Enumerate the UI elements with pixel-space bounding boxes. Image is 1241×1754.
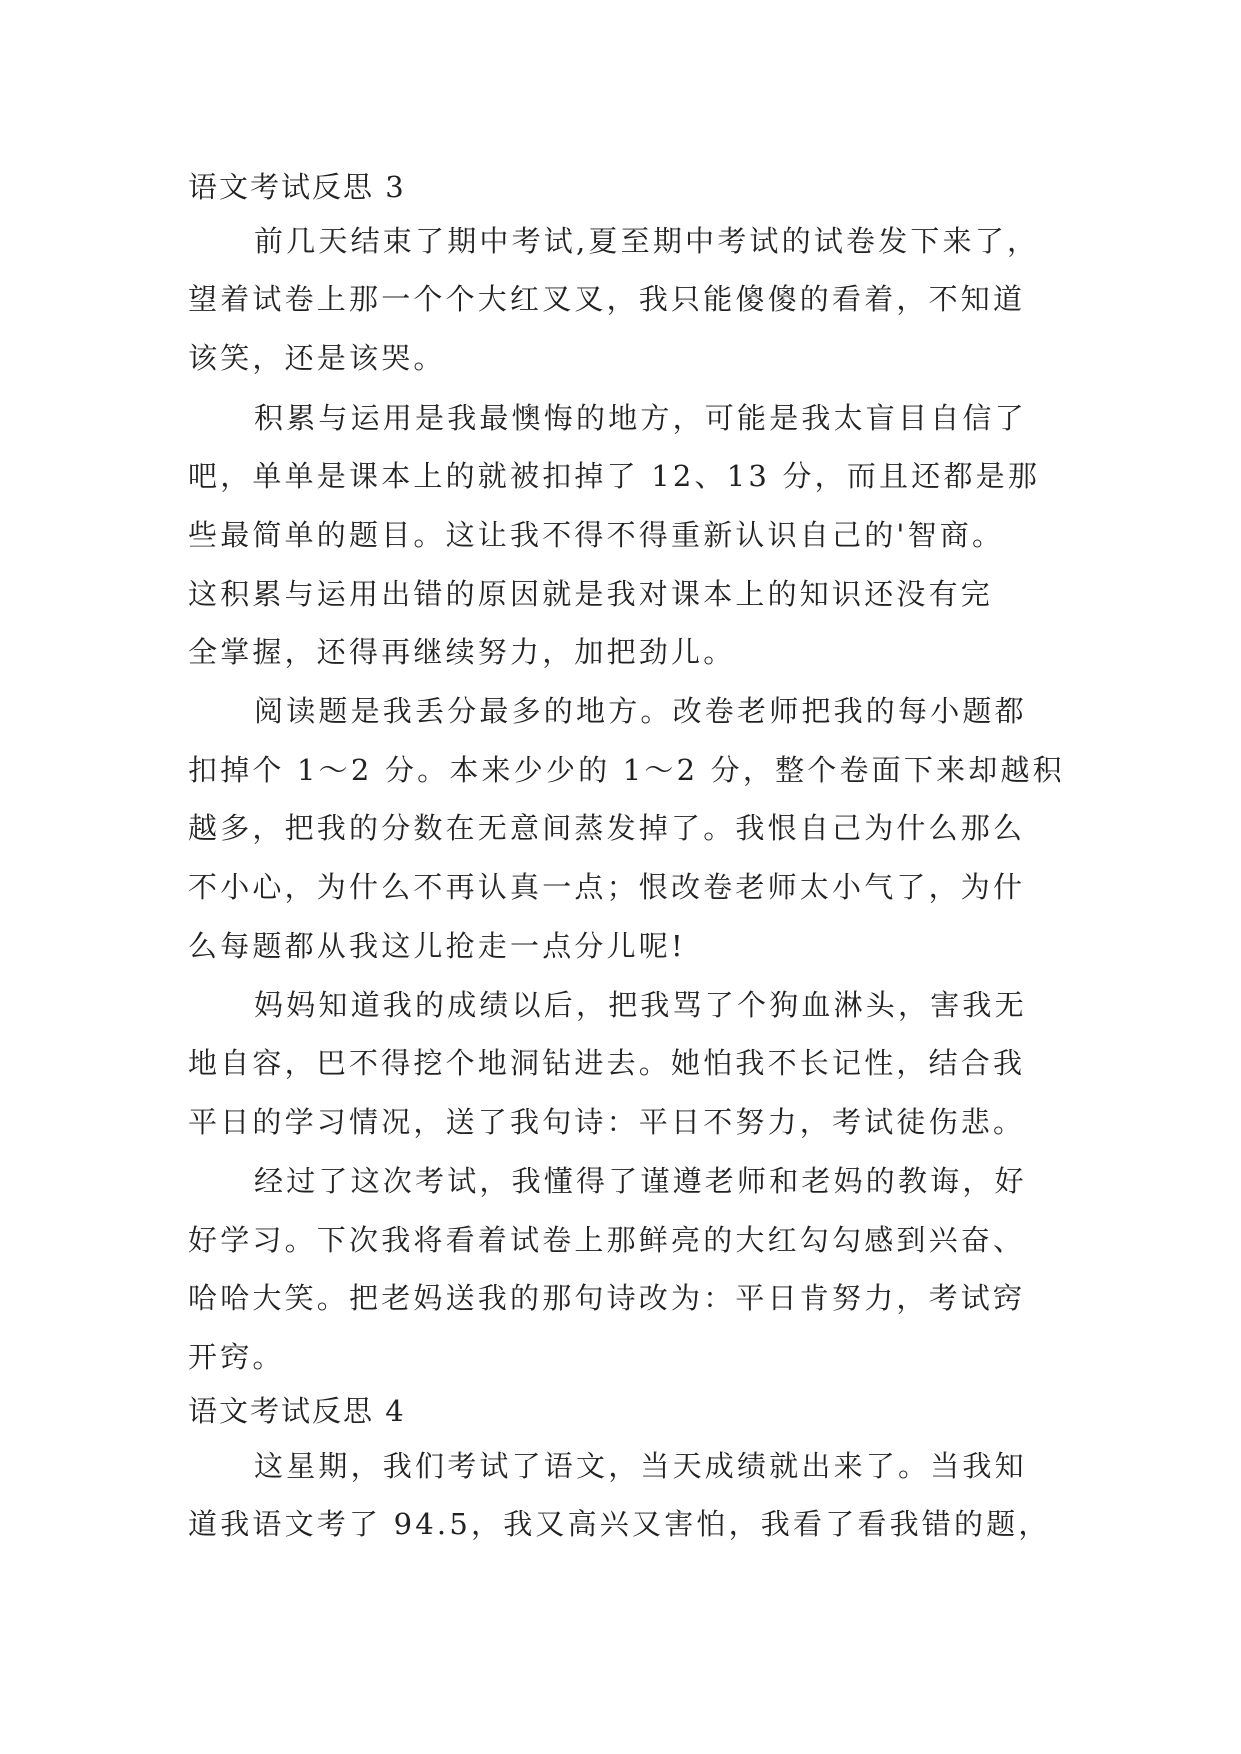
paragraph-line: 哈哈大笑。把老妈送我的那句诗改为：平日肯努力，考试窍 [188, 1281, 1026, 1315]
paragraph-line: 不小心，为什么不再认真一点；恨改卷老师太小气了，为什 [188, 870, 1026, 904]
section-heading: 语文考试反思 4 [188, 1394, 406, 1428]
paragraph-line: 妈妈知道我的成绩以后，把我骂了个狗血淋头，害我无 [254, 988, 1027, 1022]
paragraph-line: 平日的学习情况，送了我句诗：平日不努力，考试徒伤悲。 [188, 1105, 1026, 1139]
section-heading: 语文考试反思 3 [188, 170, 406, 204]
paragraph-line: 前几天结束了期中考试,夏至期中考试的试卷发下来了， [254, 224, 1040, 258]
paragraph-line: 阅读题是我丢分最多的地方。改卷老师把我的每小题都 [254, 694, 1027, 728]
paragraph-line: 这积累与运用出错的原因就是我对课本上的知识还没有完 [188, 577, 994, 611]
paragraph-line: 好学习。下次我将看着试卷上那鲜亮的大红勾勾感到兴奋、 [188, 1223, 1026, 1257]
paragraph-line: 越多，把我的分数在无意间蒸发掉了。我恨自己为什么那么 [188, 811, 1026, 845]
paragraph-line: 道我语文考了 94.5，我又高兴又害怕，我看了看我错的题， [188, 1507, 1051, 1541]
paragraph-line: 开窍。 [188, 1340, 285, 1374]
paragraph-line: 全掌握，还得再继续努力，加把劲儿。 [188, 635, 736, 669]
paragraph-line: 该笑，还是该哭。 [188, 341, 446, 375]
paragraph-line: 望着试卷上那一个个大红叉叉，我只能傻傻的看着，不知道 [188, 282, 1026, 316]
paragraph-line: 扣掉个 1～2 分。本来少少的 1～2 分，整个卷面下来却越积 [188, 753, 1065, 787]
paragraph-line: 积累与运用是我最懊悔的地方，可能是我太盲目自信了 [254, 401, 1027, 435]
paragraph-line: 地自容，巴不得挖个地洞钻进去。她怕我不长记性，结合我 [188, 1046, 1026, 1080]
paragraph-line: 些最简单的题目。这让我不得不得重新认识自己的'智商。 [188, 518, 1005, 552]
paragraph-line: 经过了这次考试，我懂得了谨遵老师和老妈的教诲，好 [254, 1164, 1027, 1198]
paragraph-line: 么每题都从我这儿抢走一点分儿呢! [188, 929, 686, 963]
paragraph-line: 吧，单单是课本上的就被扣掉了 12、13 分，而且还都是那 [188, 459, 1041, 493]
paragraph-line: 这星期，我们考试了语文，当天成绩就出来了。当我知 [254, 1449, 1027, 1483]
